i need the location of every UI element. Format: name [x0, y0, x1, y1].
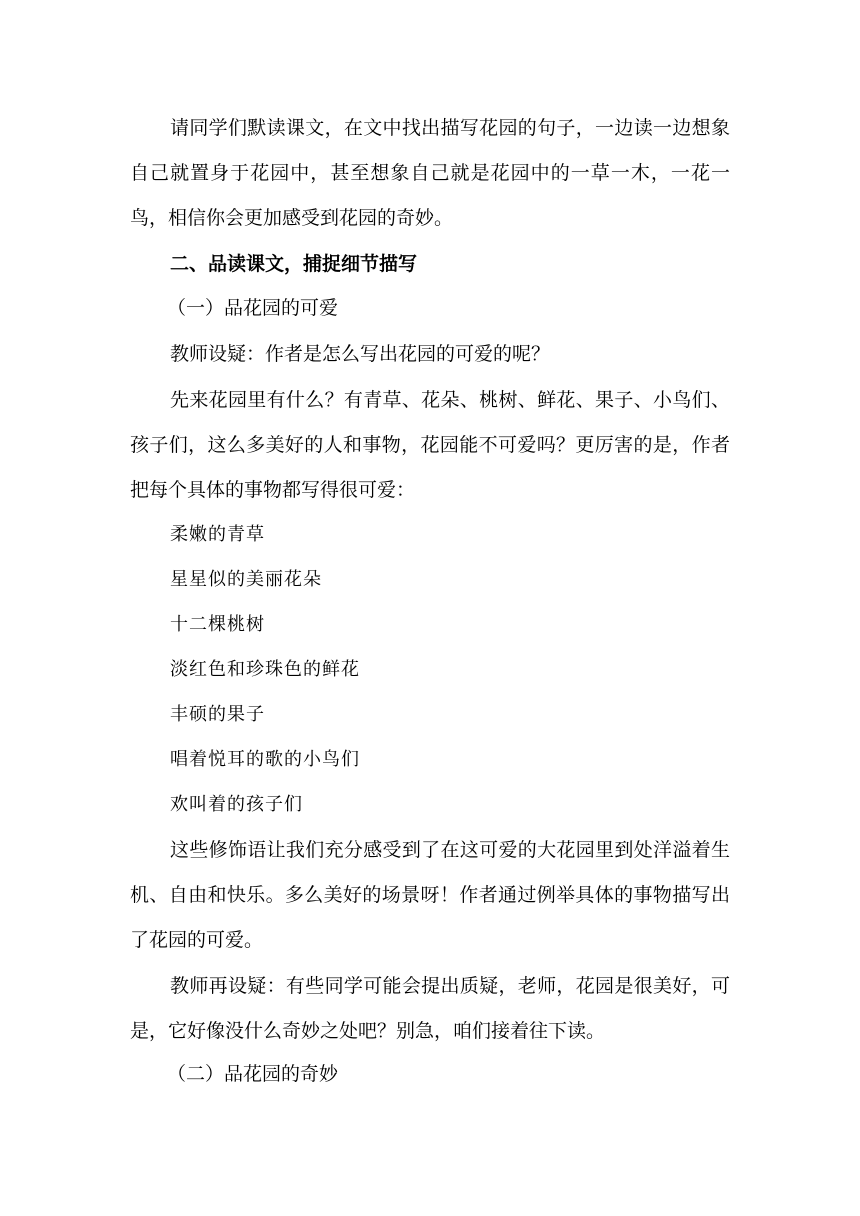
summary-paragraph: 这些修饰语让我们充分感受到了在这可爱的大花园里到处洋溢着生机、自由和快乐。多么美好的场景呀！作者通过例举具体的事物描写出了花园的可爱。: [130, 839, 730, 951]
list-item: 十二棵桃树: [170, 614, 265, 635]
list-item: 淡红色和珍珠色的鲜花: [170, 659, 360, 680]
list-item: 柔嫩的青草: [170, 524, 265, 545]
list-item: 丰硕的果子: [170, 704, 265, 725]
list-item: 唱着悦耳的歌的小鸟们: [170, 749, 360, 770]
list-item: 欢叫着的孩子们: [170, 794, 303, 815]
teacher-second-question-paragraph: 教师再设疑：有些同学可能会提出质疑，老师，花园是很美好，可是，它好像没什么奇妙之处吧？别急，咱们接着往下读。: [130, 975, 730, 1042]
teacher-question-paragraph: 教师设疑：作者是怎么写出花园的可爱的呢？: [170, 343, 551, 365]
garden-contents-paragraph: 先来花园里有什么？有青草、花朵、桃树、鲜花、果子、小鸟们、孩子们，这么多美好的人和事物，花园能不可爱吗？更厉害的是，作者把每个具体的事物都写得很可爱：: [130, 389, 730, 501]
intro-paragraph: 请同学们默读课文，在文中找出描写花园的句子，一边读一边想象自己就置身于花园中，甚至想象自己就是花园中的一草一木，一花一鸟，相信你会更加感受到花园的奇妙。: [130, 117, 730, 229]
subheading-wonderful: （二）品花园的奇妙: [167, 1063, 339, 1085]
subheading-lovely: （一）品花园的可爱: [167, 297, 339, 319]
list-item: 星星似的美丽花朵: [170, 569, 322, 590]
section-heading-2: 二、品读课文，捕捉细节描写: [170, 253, 418, 275]
